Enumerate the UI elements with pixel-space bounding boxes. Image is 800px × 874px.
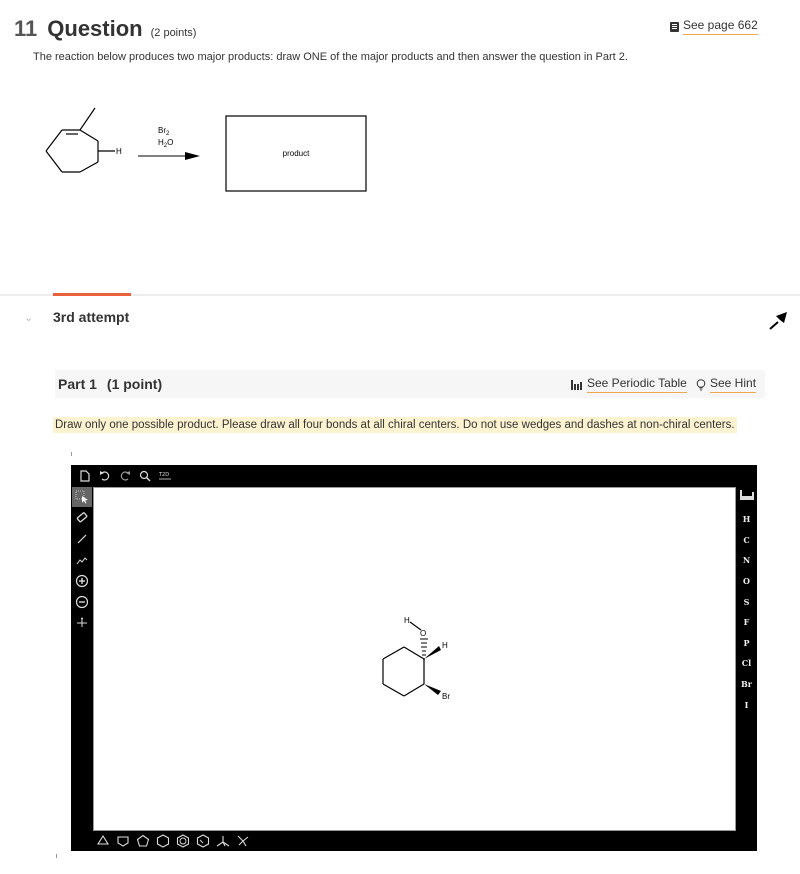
drawn-molecule (94, 488, 735, 830)
drawing-canvas[interactable] (93, 487, 736, 831)
attempt-tab-accent (53, 293, 131, 296)
part-title (58, 376, 162, 392)
attempt-label[interactable]: 3rd attempt (53, 309, 130, 325)
cyclopentane-icon (136, 834, 150, 848)
editor-top-toolbar (71, 465, 757, 487)
document-icon (80, 470, 90, 482)
periodic-table-label: See Periodic Table (587, 376, 687, 393)
eraser-icon (75, 511, 89, 525)
eraser-tool[interactable] (72, 508, 92, 528)
ring-template-menu[interactable] (93, 831, 113, 851)
element-palette (736, 487, 757, 832)
tick-mark (56, 854, 57, 858)
cyclohexane-icon (156, 834, 170, 848)
minus-charge-icon (75, 595, 89, 609)
new-document-button[interactable] (75, 466, 95, 486)
tetrahedral-template-tool[interactable] (213, 831, 233, 851)
product-box-label: product (282, 149, 310, 158)
element-c[interactable]: C (743, 534, 750, 545)
reagent-h: H (158, 138, 164, 147)
cyclobutane-tool[interactable] (113, 831, 133, 851)
tetrahedral-icon (216, 834, 230, 848)
element-i[interactable]: I (744, 699, 749, 710)
svg-text:H2O (158, 138, 173, 149)
see-page-label: See page 662 (683, 18, 758, 35)
element-f[interactable]: F (743, 617, 750, 628)
see-hint-link[interactable] (696, 376, 756, 393)
pin-icon[interactable] (767, 306, 793, 332)
select-cursor-icon (75, 490, 89, 504)
reactant-cyclohexene (46, 108, 115, 172)
editor-left-toolbar (71, 487, 93, 832)
redo-icon (119, 470, 131, 482)
select-tool[interactable] (72, 487, 92, 507)
instructions-text: Draw only one possible product. Please draw all four bonds at all chiral centers. Do not use wedges and dashes at non-chiral centers. (55, 419, 735, 431)
element-n[interactable]: N (742, 555, 751, 566)
element-cl[interactable]: Cl (741, 658, 752, 669)
lone-pair-tool[interactable] (72, 613, 92, 633)
negative-charge-tool[interactable] (72, 592, 92, 612)
cyclohexane-chair-tool[interactable] (193, 831, 213, 851)
see-hint-label: See Hint (710, 376, 756, 393)
plus-charge-icon (75, 574, 89, 588)
book-icon (670, 22, 679, 32)
reagent-h-sub: 2 (163, 143, 168, 149)
molecule-br: Br (442, 692, 450, 701)
part-name: Part 1 (58, 376, 97, 392)
stereo-template-tool[interactable] (233, 831, 253, 851)
clean-2d-button[interactable] (155, 466, 175, 486)
periodic-grid-icon[interactable] (740, 490, 754, 500)
positive-charge-tool[interactable] (72, 571, 92, 591)
question-header (14, 16, 196, 42)
molecule-o: O (420, 629, 427, 638)
clean-2d-icon (158, 470, 172, 482)
molecule-editor (71, 465, 757, 851)
molecule-h-right: H (442, 641, 448, 650)
see-page-link[interactable] (670, 18, 758, 35)
svg-text:T2D: T2D (159, 472, 170, 478)
question-prompt: The reaction below produces two major products: draw ONE of the major products and then answer the question in Part 2. (33, 51, 628, 63)
reagent-o: O (167, 138, 174, 147)
svg-text:Br2 (158, 126, 170, 137)
cyclopropane-icon (96, 834, 110, 848)
lightbulb-icon (696, 379, 706, 391)
stereo-template-icon (236, 834, 250, 848)
cyclohexane-chair-icon (196, 834, 210, 848)
periodic-table-link[interactable] (571, 376, 687, 393)
benzene-tool[interactable] (173, 831, 193, 851)
reagent-br-sub: 2 (166, 131, 170, 137)
zoom-icon (139, 470, 151, 482)
reactant-h-label: H (116, 147, 122, 156)
reaction-scheme (40, 100, 380, 200)
question-points: (2 points) (150, 27, 197, 39)
reaction-arrow (138, 152, 200, 160)
cyclohexane-tool[interactable] (153, 831, 173, 851)
element-p[interactable]: P (743, 637, 750, 648)
zoom-button[interactable] (135, 466, 155, 486)
question-number: 11 (14, 16, 38, 41)
single-bond-icon (75, 532, 89, 546)
undo-icon (99, 470, 111, 482)
element-s[interactable]: S (743, 596, 750, 607)
benzene-icon (176, 834, 190, 848)
element-br[interactable]: Br (741, 679, 752, 690)
cyclopentane-tool[interactable] (133, 831, 153, 851)
single-bond-tool[interactable] (72, 529, 92, 549)
redo-button[interactable] (115, 466, 135, 486)
periodic-table-icon (571, 380, 583, 390)
question-title: Question (47, 16, 143, 41)
part-header (55, 370, 765, 398)
chevron-down-icon[interactable]: ⌄ (24, 312, 34, 324)
tick-mark (71, 452, 72, 456)
cyclobutane-icon (116, 834, 130, 848)
chain-tool[interactable] (72, 550, 92, 570)
editor-bottom-toolbar (71, 831, 757, 851)
element-o[interactable]: O (743, 576, 750, 587)
undo-button[interactable] (95, 466, 115, 486)
reagent-br: Br (158, 126, 166, 135)
lone-pair-icon (75, 616, 89, 630)
chain-icon (75, 553, 89, 567)
molecule-h-top: H (404, 616, 410, 625)
element-h[interactable]: H (742, 514, 751, 525)
part-points: (1 point) (106, 376, 163, 392)
